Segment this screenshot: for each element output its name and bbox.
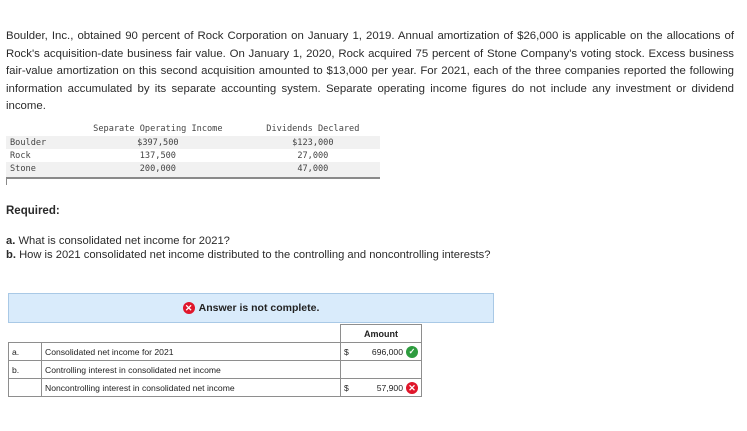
row-letter: [9, 379, 42, 397]
company-name: Boulder: [6, 136, 70, 149]
answer-status-banner: [8, 293, 494, 323]
required-heading: Required:: [6, 205, 60, 217]
amount-cell[interactable]: [341, 361, 422, 379]
amount-input[interactable]: 57,900: [376, 382, 403, 393]
problem-statement: Boulder, Inc., obtained 90 percent of Rock Corporation on January 1, 2019. Annual amortization of $26,000 is applicable on the allocations of Rock's acquisition-date business fair value. On January 1, 2020, Rock acquired 75 percent of Stone Company's voting stock. Excess business fair-value amortization on this second acquisition amounted to $13,000 per year. For 2021, each of the three companies reported the following information accumulated by its separate accounting system. Separate operating income figures do not include any investment or dividend income.: [6, 30, 734, 112]
row-label: Noncontrolling interest in consolidated net income: [42, 379, 341, 397]
amount-cell[interactable]: [341, 343, 422, 361]
table-row: [6, 149, 380, 162]
operating-income-value: $397,500: [70, 136, 246, 149]
currency-symbol: $: [344, 346, 349, 357]
question-b-text: How is 2021 consolidated net income distributed to the controlling and noncontrolling interests?: [19, 249, 491, 261]
row-label: Consolidated net income for 2021: [42, 343, 341, 361]
operating-income-value: 200,000: [70, 162, 246, 178]
answer-table: [8, 324, 422, 397]
header-operating-income: Separate Operating Income: [93, 124, 223, 134]
dividends-value: 47,000: [246, 162, 380, 178]
operating-income-value: 137,500: [139, 150, 176, 161]
amount-header: Amount: [341, 325, 422, 343]
answer-row-noncontrolling: [9, 379, 422, 397]
company-name: Stone: [6, 162, 70, 178]
x-circle-icon: ✕: [183, 302, 195, 314]
answer-header-row: [9, 325, 422, 343]
amount-input[interactable]: 696,000: [371, 346, 403, 357]
table-left-rule: [6, 178, 7, 185]
dividends-value: $123,000: [246, 136, 380, 149]
table-row: [6, 136, 380, 149]
header-blank: [6, 121, 70, 136]
row-label: Controlling interest in consolidated net income: [42, 361, 341, 379]
table-row: [6, 162, 380, 178]
answer-row-controlling: [9, 361, 422, 379]
company-data-table: [6, 121, 380, 179]
dividends-value: 27,000: [297, 150, 329, 161]
company-name: Rock: [10, 150, 31, 161]
question-a: [6, 235, 230, 247]
check-icon: ✓: [406, 346, 418, 358]
question-a-text: What is consolidated net income for 2021?: [18, 235, 230, 247]
question-b-letter: b.: [6, 249, 16, 261]
row-letter: b.: [9, 361, 42, 379]
x-circle-icon: ✕: [406, 382, 418, 394]
currency-symbol: $: [344, 382, 349, 393]
row-letter: a.: [9, 343, 42, 361]
answer-row-consolidated: [9, 343, 422, 361]
answer-status-text: Answer is not complete.: [198, 302, 320, 314]
amount-cell[interactable]: [341, 379, 422, 397]
question-b: [6, 249, 490, 261]
header-dividends: Dividends Declared: [266, 124, 360, 134]
question-a-letter: a.: [6, 235, 16, 247]
